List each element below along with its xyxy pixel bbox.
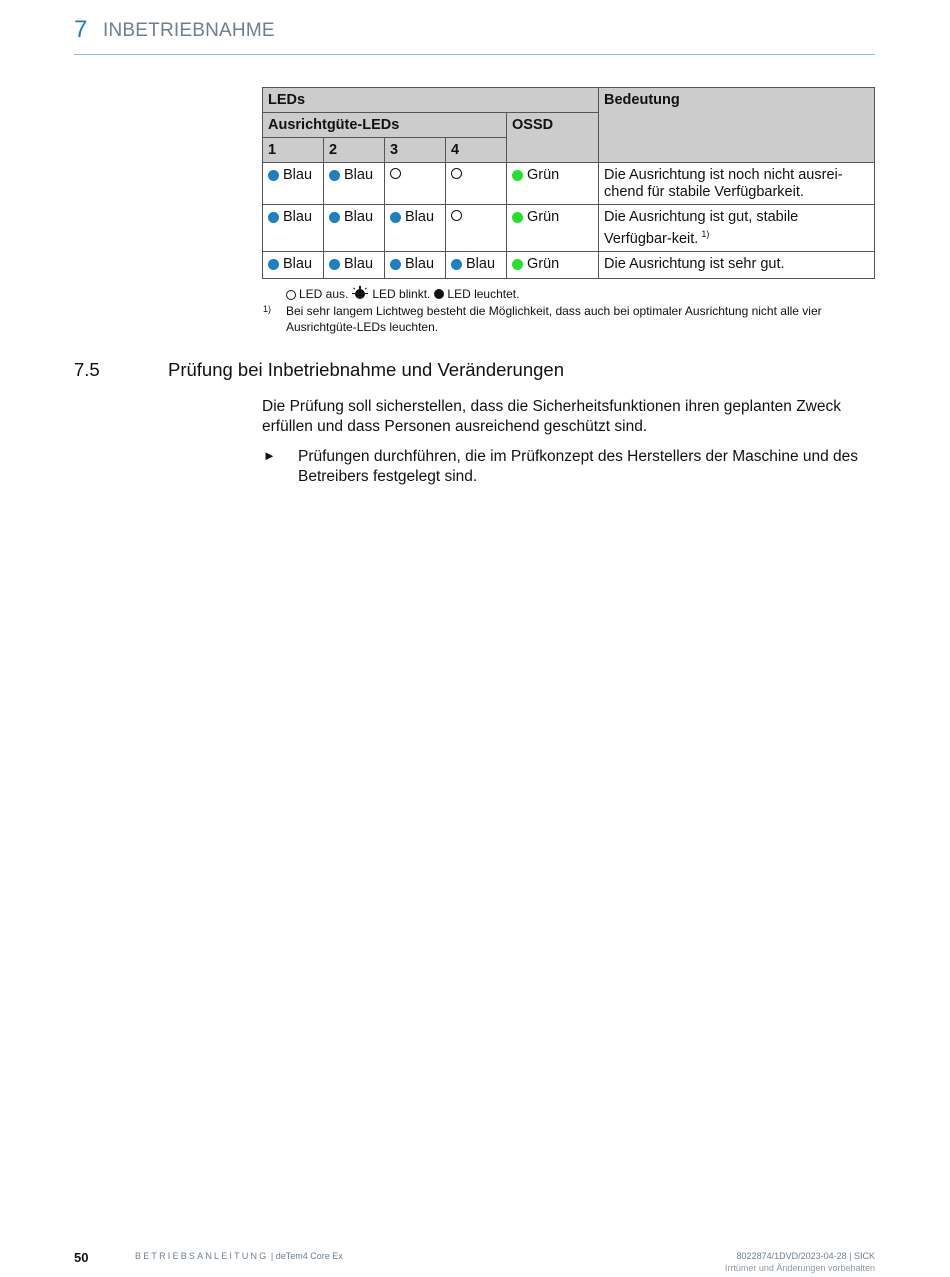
- col-label-3: 3: [385, 138, 446, 163]
- bullet-text: Prüfungen durchführen, die im Prüfkonzept des Herstellers der Maschine und des Betreibers festgelegt sind.: [298, 448, 859, 485]
- section-title: Prüfung bei Inbetriebnahme und Veränderungen: [168, 359, 564, 380]
- led-off-icon: [451, 168, 462, 179]
- footnote-text: Bei sehr langem Lichtweg besteht die Möglichkeit, dass auch bei optimaler Ausrichtung nicht alle vier Ausrichtgüte-LEDs leuchten.: [286, 304, 822, 334]
- led-off-icon: [286, 290, 296, 300]
- footer-note: Irrtümer und Änderungen vorbehalten: [724, 1263, 875, 1273]
- table-row: [263, 163, 875, 205]
- led-state: Blau: [405, 209, 435, 225]
- led-blue-icon: [268, 259, 279, 270]
- meaning-cell: Die Ausrichtung ist noch nicht ausrei-chend für stabile Verfügbarkeit.: [599, 163, 875, 205]
- col-label-4: 4: [446, 138, 507, 163]
- footnote-ref: 1): [701, 229, 710, 239]
- page-number: 50: [74, 1250, 89, 1265]
- legend-lit: LED leuchtet.: [447, 287, 520, 301]
- body-paragraph: Die Prüfung soll sicherstellen, dass die Sicherheitsfunktionen ihren geplanten Zweck erfüllen und dass Personen ausreichend geschützt sind.: [262, 398, 841, 435]
- led-blue-icon: [451, 259, 462, 270]
- led-state: Blau: [466, 255, 496, 272]
- led-off-icon: [390, 168, 401, 179]
- led-on-icon: [434, 289, 444, 299]
- chapter-number: 7: [74, 16, 88, 43]
- led-green-icon: [512, 170, 523, 181]
- meaning-cell: Die Ausrichtung ist sehr gut.: [599, 251, 875, 278]
- led-blue-icon: [390, 259, 401, 270]
- led-status-table: [262, 87, 875, 279]
- ossd-state: Grün: [527, 167, 560, 183]
- led-state: Blau: [283, 167, 313, 183]
- led-green-icon: [512, 212, 523, 223]
- footer-doc-title: BETRIEBSANLEITUNG | deTem4 Core Ex: [135, 1251, 343, 1261]
- led-blue-icon: [268, 170, 279, 181]
- header-meaning: Bedeutung: [599, 88, 875, 163]
- col-label-2: 2: [324, 138, 385, 163]
- led-blue-icon: [329, 212, 340, 223]
- meaning-text: Die Ausrichtung ist gut, stabile Verfügbar-keit.: [604, 209, 799, 247]
- led-off-icon: [451, 210, 462, 221]
- ossd-state: Grün: [527, 255, 560, 272]
- page-header: [74, 14, 875, 55]
- col-label-1: 1: [263, 138, 324, 163]
- led-blinking-icon: [352, 288, 368, 300]
- doc-id: 8022874/1DVD/2023-04-28: [736, 1251, 847, 1261]
- header-alignment-leds: Ausrichtgüte-LEDs: [263, 113, 507, 138]
- doc-type: BETRIEBSANLEITUNG: [135, 1251, 269, 1261]
- led-blue-icon: [329, 170, 340, 181]
- led-blue-icon: [390, 212, 401, 223]
- led-state: Blau: [405, 255, 435, 272]
- section-number: 7.5: [74, 359, 100, 380]
- led-blue-icon: [329, 259, 340, 270]
- meaning-cell: [599, 205, 875, 252]
- led-blue-icon: [268, 212, 279, 223]
- led-state: Blau: [283, 209, 313, 225]
- table-row: [263, 205, 875, 252]
- legend-blinking: LED blinkt.: [372, 287, 431, 301]
- chapter-title: INBETRIEBNAHME: [103, 20, 275, 41]
- led-state: Blau: [344, 255, 374, 272]
- led-state: Blau: [344, 167, 374, 183]
- led-legend: [286, 287, 523, 301]
- led-state: Blau: [344, 209, 374, 225]
- led-green-icon: [512, 259, 523, 270]
- table-row: [263, 251, 875, 278]
- ossd-state: Grün: [527, 209, 560, 225]
- header-leds: LEDs: [263, 88, 599, 113]
- footer-doc-id: 8022874/1DVD/2023-04-28 | SICK: [736, 1251, 875, 1261]
- led-state: Blau: [283, 255, 313, 272]
- header-ossd: OSSD: [507, 113, 599, 163]
- brand: SICK: [853, 1251, 875, 1261]
- product-name: deTem4 Core Ex: [275, 1251, 343, 1261]
- footnote-marker: 1): [263, 304, 272, 314]
- legend-off: LED aus.: [299, 287, 349, 301]
- bullet-arrow-icon: ►: [263, 448, 276, 463]
